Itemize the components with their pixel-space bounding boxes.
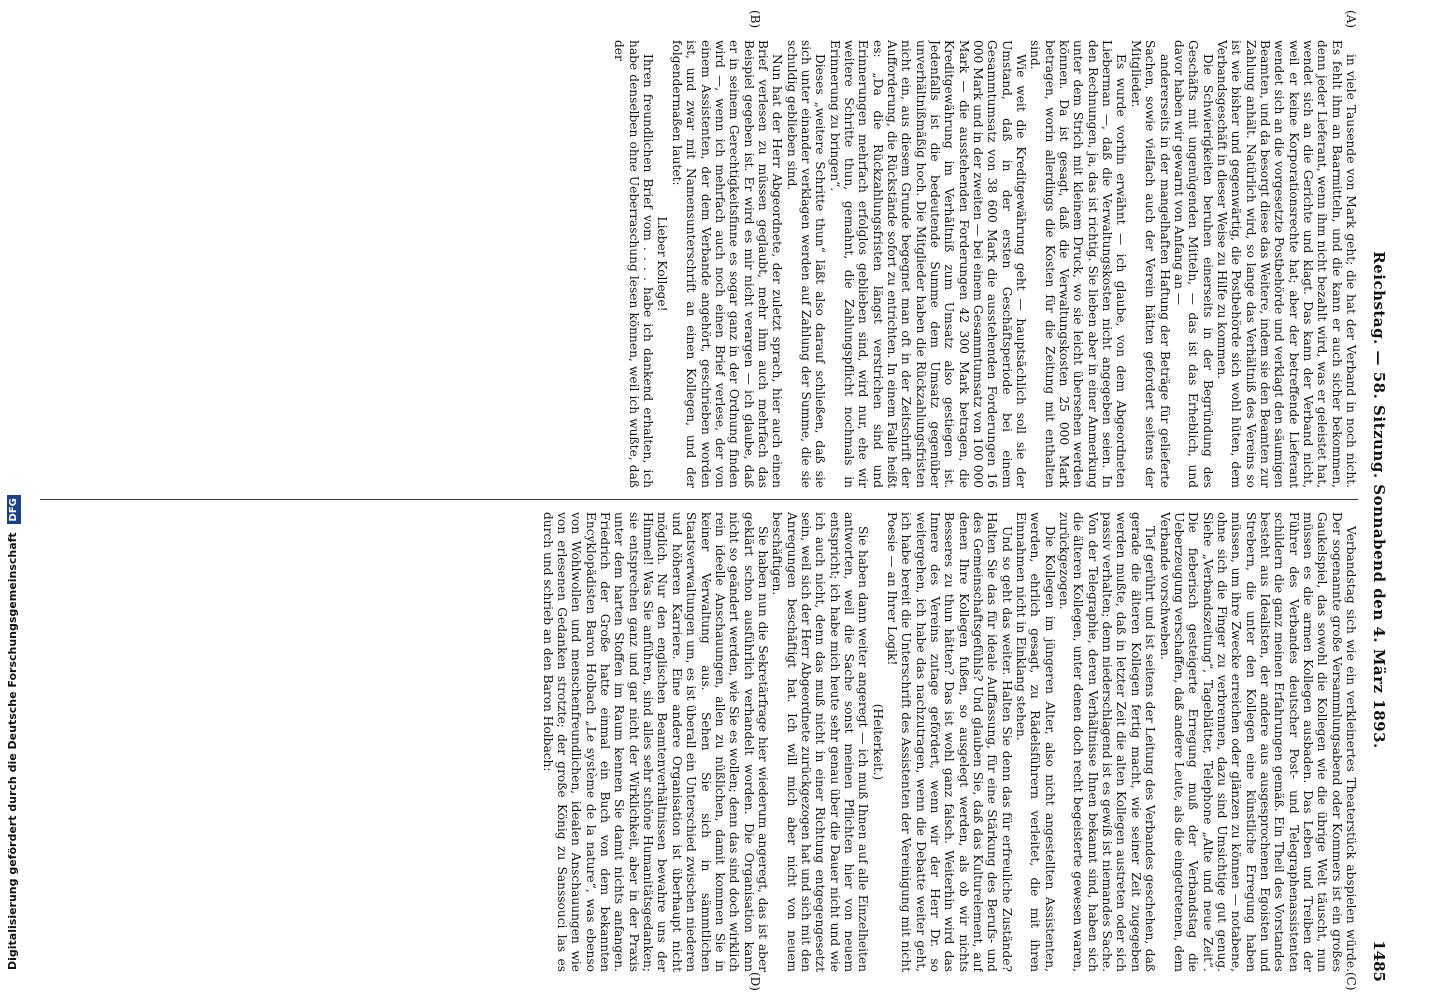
newspaper-page bbox=[30, 0, 1402, 1000]
paragraph: Sie haben dann weiter angeregt — ich muß Ihnen auf alle Einzelheiten antworten, weil die Sache sonst meinen Pflichten hier von neuem entspricht; ich habe mich heute sehr genau über die Dauer nicht und wie ich auch nicht, denn das muß nicht in einer Richtung entgegengesetzt sein, weil sich der Herr Abgeordnete zurückgezogen hat und sich mit den Anregungen beschäftigt hat. Ich will mich aber nicht von neuem beschäftigen. bbox=[770, 512, 871, 972]
digitization-footer bbox=[0, 0, 26, 1000]
right-column bbox=[46, 512, 1358, 972]
paragraph: Verbandstag sich wie ein verkleinertes Theaterstück abspielen würde. Der sogenannte große Versammlungsabend oder Kommers ist ein großes Gaukelspiel, das sowohl die Kollegen wie die übrige Welt täuscht, nun müssen es die armen Kollegen ausbaden. Das Leben und Treiben der Führer des Verbandes deutscher Post- und Telegraphenassistenten schildern die ganz meinen Erfahrungen gemäß. Ein Theil des Vorstandes besteht aus Idealisten, der andere aus ausgesprochenen Egoisten und Strebern, die unter den Kollegen eine künstliche Erregung haben müssen, um ihre Zwecke erreichen oder glänzen zu können — notabene, ohne sich die Finger zu verbrennen, dazu sind Umsichtige gut genug. Siehe „Verbandszeitung“, Tageblätter, Telephone „Alte und neue Zeit“. Die fieberisch gesteigerte Erregung muß der Verbandstag die Ueberzeugung verschaffen, daß andere Leute, als die eingetretenen, dem Verbande vorschweben. bbox=[1157, 512, 1358, 972]
paragraph: Ihren freundlichen Brief vom . . . . habe ich dankend erhalten, ich habe denselben ohne Ueberraschung lesen können, weil ich wußte, daß der bbox=[612, 40, 656, 488]
paragraph: Und so geht das weiter. Halten Sie denn das für erfreuliche Zustände? Halten Sie das für ideale Auffassung, für eine Stärkung des Berufs- und des Gemeinschaftsgefühls? Und glauben Sie, daß das Kulturelement, auf denen Ihre Kollegen fußen, so ausgelegt werden, als ob wir nichts Besseres zu thun hätten? Das ist wohl ganz falsch. Weiterhin wird das Innere des Vereins zutage gefördert, wenn wir der Herr Dr. so weitergehen, ich habe das nachzutragen, wenn die Debatte weiter geht, ich habe bereit die Unterschrift des Assistenten der Vereinigung mit nicht Poesie — an Ihrer Logik! bbox=[885, 512, 1014, 972]
paragraph: Tief gerührt und ist seitens der Leitung des Verbandes geschehen, daß gerade die älteren Kollegen fertig macht, wie seiner Zeit zugegeben werden mußte, daß in letzter Zeit die alten Kollegen austreten oder sich passiv verhalten; denn niederschlagend ist es gewiß ist niemandes Sache. Von der Telegraphie, deren Verhältnisse Ihnen bekannt sind, haben sich die älteren Kollegen, unter denen doch recht begeisterte gewesen waren, zurückgezogen. bbox=[1057, 512, 1158, 972]
letter-salutation: Lieber Kollege! bbox=[655, 216, 670, 312]
dfg-logo: DFG bbox=[7, 495, 21, 524]
paragraph: Die Kollegen im jüngeren Alter, also nicht angestellten Assistenten, werden, ehrlich gesagt, zu Rädelsführern verleitet, die mit ihren Einnahmen nicht in Einklang stehen. bbox=[1014, 512, 1057, 972]
margin-marker-a: (A) bbox=[1344, 10, 1358, 29]
margin-marker-d: (D) bbox=[748, 972, 762, 991]
paragraph: in viele Tausende von Mark geht; die hat der Verband in noch nicht. Es fehlt ihm an Baarmitteln, und die kann er auch sicher bekommen, denn jeder Lieferant, wenn ihm nicht bezahlt wird, was er geleistet hat, wendet sich an die Gerichte und klagt. Das kann der Verband nicht, weil er keine Korporationsrechte hat; aber der betreffende Lieferant wendet sich an die vorgesetzte Postbehörde und verklagt den säumigen Beamten, und da besorgt diese das Weitere, indem sie den Beamten zur Zahlung anhält. Natürlich wird, so lange das Verhältniß des Vereins so ist wie bisher und gegenwärtig, die Postbehörde sich wohl hüten, dem Verbandsgeschäft in dieser Weise zu Hilfe zu kommen. bbox=[1214, 40, 1358, 488]
paragraph: Es wurde vorhin erwähnt — ich glaube, von dem Abgeordneten Lieberman —, daß die Verwaltungskosten nicht angegeben seien. In den Rechnungen, ja, das ist richtig. Sie lieben aber in einer Anmerkung unter dem Strich mit kleinem Druck, wo sie leicht übersehen werden können. Da ist gesagt, daß die Verwaltungskosten 25 000 Mark betragen, worin allerdings die Kosten für die Zeitung mit enthalten sind. bbox=[1028, 40, 1129, 488]
left-column bbox=[46, 40, 1358, 488]
page-number: 1485 bbox=[1370, 940, 1388, 982]
margin-marker-c: (C) bbox=[1344, 972, 1358, 991]
paragraph: Die Schwierigkeiten beruhen einerseits in der Begründung des Geschäfts mit ungenügenden Mitteln, — das ist das Erheblich, und davor haben wir gewarnt von Anfang an — bbox=[1171, 40, 1215, 488]
paragraph: Sie haben nun die Sekretärfrage hier wiederum angeregt, das ist aber geklärt schon ausführlich verhandelt worden. Die Organisation kann nicht so geändert werden, wie Sie es wollen; denn das sind doch wirklich rein ideelle Anschauungen, allen zu nüßlichen, damit kommen Sie in keiner Verwaltung aus. Sehen Sie sich in sämmtlichen Staatsverwaltungen um, es ist überall ein Unterschied zwischen niederen und höheren Karriere. Eine andere Organisation ist überhaupt nicht möglich. Nur den englischen Beamtenverhältnissen bewahre uns der Himmel! Was Sie anführen, sind alles sehr schöne Humanitätsgedanken; sie entsprechen ganz und gar nicht der Wirklichkeit, aber in der Praxis unter dem harten Stoffen im Raum kennen Sie damit nichts anfangen. Friedrich der Große hatte einmal ein Buch von dem bekannten Encyklopädisten Baron Holbach „Le système de la nature“, was ebenso von Wohlwollen und menschenfreundlichen, idealen Anschauungen wie von erlesenen Gedanken strotzte; der große König zu Sanssouci las es durch und schrieb an den Baron Holbach: bbox=[540, 512, 770, 972]
column-divider bbox=[40, 499, 1358, 500]
interjection: (Heiterkeit.) bbox=[870, 703, 885, 781]
paragraph: Nun hat der Herr Abgeordnete, der zuletzt sprach, hier auch einen Brief verlesen zu müssen geglaubt, mehr ihm auch mehrfach das Beispiel gegeben ist. Er wird es mir nicht verargen — ich glaube, daß er in seinem Gerechtigkeitsfinne es sogar ganz in der Ordnung finden wird —, wenn ich mehrfach auch noch einen Brief verlese, der von einem Assistenten, der dem Verbande angehört, geschrieben worden ist, und zwar mit Namensunterschrift an einen Kollegen, und der folgendermaßen lautet: bbox=[669, 40, 785, 488]
footer-text: Digitalisierung gefördert durch die Deutsche Forschungsgemeinschaft bbox=[6, 532, 19, 970]
paragraph: andererseits in der mangelhaften Haftung der Beträge für gelieferte Sachen, sowie vielfach auch der Verein hätten gefordert seitens der Mitglieder. bbox=[1128, 40, 1172, 488]
margin-marker-b: (B) bbox=[748, 10, 762, 29]
header-title: Reichstag. — 58. Sitzung. Sonnabend den 4. März 1893. bbox=[1370, 251, 1388, 749]
page-header bbox=[1366, 0, 1388, 1000]
footer-credit bbox=[0, 0, 26, 1000]
paragraph: Wie weit die Kreditgewährung geht — hauptsächlich soll sie der Umstand, daß in der ersten Geschäftsperiode bei einem Gesammtumsatz von 38 600 Mark die ausstehenden Forderungen 16 000 Mark und in der zweiten — bei einem Gesammtumsatz von 100 000 Mark — die ausstehenden Forderungen 42 300 Mark betragen, die Kreditgewährung im Verhältniß zum Umsatz also gestiegen ist. Jedenfalls ist die bedeutende Summe dem Umsatz gegenüber unverhältnißmäßig hoch. Die Mitglieder haben die Rückzahlungsfristen nicht ein, aus diesem Grunde begegnet man oft in der Zeitschrift der Aufforderung, die Rückstände sofort zu entrichten. In einem Falle heißt es: „Da die Rückzahlungsfristen längst verstrichen sind und Erinnerungen mehrfach erfolglos geblieben sind, wird nur, ehe wir weitere Schritte thun, gemahnt, die Zahlungspflicht nochmals in Erinnerung zu bringen“. bbox=[827, 40, 1029, 488]
paragraph: Dieses „weitere Schritte thun“ läßt also darauf schließen, daß sie sich unter einander verklagen werden auf Zahlung der Summe, die sie schuldig geblieben sind. bbox=[784, 40, 828, 488]
